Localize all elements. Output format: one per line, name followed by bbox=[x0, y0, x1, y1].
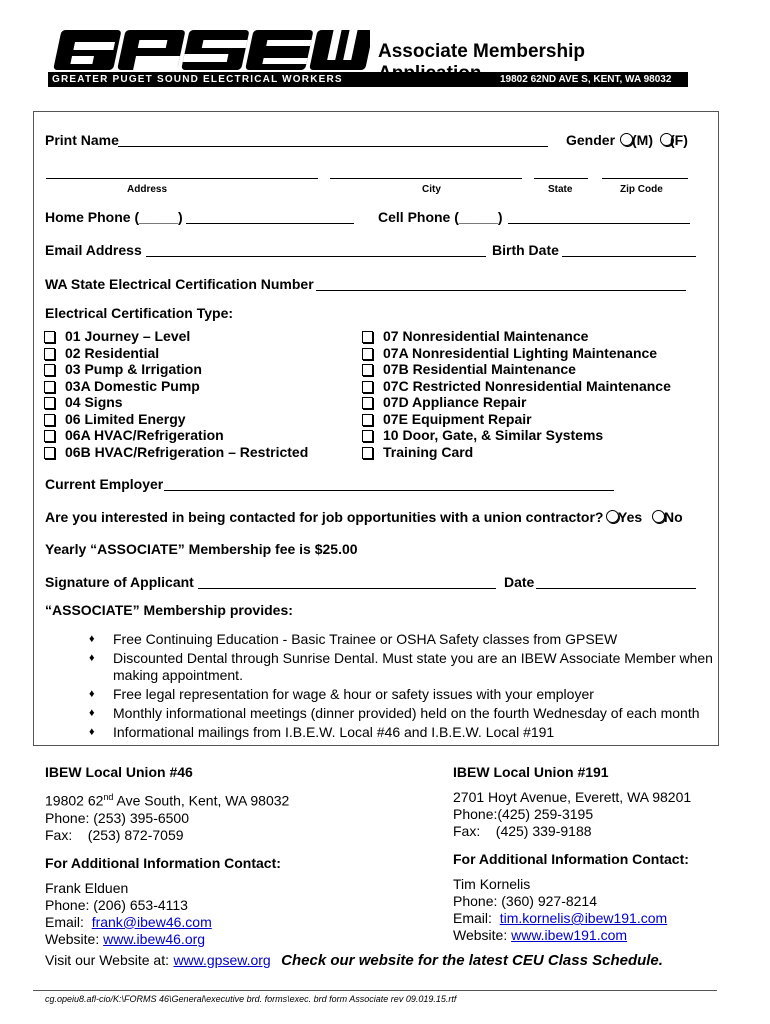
list-item: ♦ Free Continuing Education - Basic Trainee or OSHA Safety classes from GPSEW bbox=[89, 631, 618, 647]
checkbox[interactable] bbox=[362, 430, 373, 442]
local191-email-link[interactable]: tim.kornelis@ibew191.com bbox=[499, 910, 668, 926]
checkbox[interactable] bbox=[44, 331, 55, 343]
checkbox[interactable] bbox=[362, 331, 373, 343]
checkbox[interactable] bbox=[44, 397, 55, 409]
employer-field[interactable] bbox=[164, 490, 614, 491]
cert-option[interactable]: 07C Restricted Nonresidential Maintenance bbox=[362, 378, 671, 395]
file-path: cg.opeiu8.afl-cio/K:\FORMS 46\General\executive brd. forms\exec. brd form Associate rev 09.019.15.rtf bbox=[45, 994, 457, 1004]
cert-option[interactable]: 06B HVAC/Refrigeration – Restricted bbox=[44, 444, 308, 461]
local46-title: IBEW Local Union #46 bbox=[45, 764, 193, 780]
logo-graphic bbox=[48, 28, 370, 72]
union-yes-label: Yes bbox=[618, 509, 643, 525]
checkbox[interactable] bbox=[362, 381, 373, 393]
print-name-label: Print Name bbox=[45, 132, 119, 148]
list-item: ♦ Informational mailings from I.B.E.W. Local #46 and I.B.E.W. Local #191 bbox=[89, 724, 555, 740]
bullet-icon: ♦ bbox=[89, 633, 95, 645]
cert-number-label: WA State Electrical Certification Number bbox=[45, 276, 314, 292]
cell-phone-label: Cell Phone (_____) bbox=[378, 209, 503, 225]
cert-option[interactable]: 06A HVAC/Refrigeration bbox=[44, 427, 308, 444]
visit-row bbox=[45, 952, 663, 970]
local191-contact-title: For Additional Information Contact: bbox=[453, 851, 689, 867]
employer-label: Current Employer bbox=[45, 476, 164, 492]
address-field[interactable] bbox=[46, 178, 318, 179]
local191-address: 2701 Hoyt Avenue, Everett, WA 98201 bbox=[453, 789, 692, 805]
cert-types-left bbox=[44, 328, 308, 460]
local46-fax: Fax: (253) 872-7059 bbox=[45, 826, 184, 843]
local191-contact-name: Tim Kornelis bbox=[453, 876, 531, 892]
cert-option[interactable]: 07D Appliance Repair bbox=[362, 394, 671, 411]
zip-field[interactable] bbox=[602, 178, 688, 179]
cert-option[interactable]: 02 Residential bbox=[44, 345, 308, 362]
checkbox[interactable] bbox=[362, 364, 373, 376]
local46-website-link[interactable]: www.ibew46.org bbox=[103, 930, 206, 947]
address-label: Address bbox=[127, 184, 168, 195]
cert-option[interactable]: Training Card bbox=[362, 444, 671, 461]
cert-option[interactable]: 06 Limited Energy bbox=[44, 411, 308, 428]
local46-website-row: Website: www.ibew46.org bbox=[45, 930, 206, 947]
local46-phone: Phone: (253) 395-6500 bbox=[45, 809, 189, 826]
benefits-list bbox=[45, 631, 715, 743]
logo bbox=[48, 28, 370, 72]
cert-option[interactable]: 07E Equipment Repair bbox=[362, 411, 671, 428]
birth-date-label: Birth Date bbox=[492, 242, 559, 258]
checkbox[interactable] bbox=[362, 397, 373, 409]
list-item: ♦ Monthly informational meetings (dinner provided) held on the fourth Wednesday of each month bbox=[89, 705, 700, 721]
local191-phone: Phone:(425) 259-3195 bbox=[453, 806, 594, 822]
checkbox[interactable] bbox=[44, 348, 55, 360]
checkbox[interactable] bbox=[44, 430, 55, 442]
cell-phone-field[interactable] bbox=[508, 223, 690, 224]
visit-label: Visit our Website at: bbox=[45, 952, 169, 968]
checkbox[interactable] bbox=[44, 381, 55, 393]
local46-address: 19802 62nd Ave South, Kent, WA 98032 bbox=[45, 792, 290, 809]
email-field[interactable] bbox=[146, 256, 486, 257]
cta-text: Check our website for the latest CEU Class Schedule. bbox=[281, 952, 663, 969]
local191-website-row: Website: www.ibew191.com bbox=[453, 927, 628, 943]
bullet-icon: ♦ bbox=[89, 688, 95, 700]
local191-block bbox=[453, 764, 753, 944]
checkbox[interactable] bbox=[44, 414, 55, 426]
local191-fax: Fax: (425) 339-9188 bbox=[453, 823, 592, 839]
print-name-field[interactable] bbox=[118, 146, 548, 147]
checkbox[interactable] bbox=[44, 364, 55, 376]
cert-number-field[interactable] bbox=[316, 290, 686, 291]
date-label: Date bbox=[504, 574, 535, 590]
union-question: Are you interested in being contacted for job opportunities with a union contractor? bbox=[45, 509, 604, 525]
local46-email-row: Email: frank@ibew46.com bbox=[45, 913, 212, 930]
cert-option[interactable]: 07B Residential Maintenance bbox=[362, 361, 671, 378]
local191-email-row: Email: tim.kornelis@ibew191.com bbox=[453, 910, 668, 926]
state-label: State bbox=[548, 184, 573, 195]
cert-option[interactable]: 07A Nonresidential Lighting Maintenance bbox=[362, 345, 671, 362]
fee-text: Yearly “ASSOCIATE” Membership fee is $25.00 bbox=[45, 541, 358, 557]
state-field[interactable] bbox=[534, 178, 588, 179]
checkbox[interactable] bbox=[362, 348, 373, 360]
cert-option[interactable]: 10 Door, Gate, & Similar Systems bbox=[362, 427, 671, 444]
local46-contact-name: Frank Elduen bbox=[45, 879, 129, 896]
zip-label: Zip Code bbox=[620, 184, 663, 195]
date-field[interactable] bbox=[536, 588, 696, 589]
home-phone-label: Home Phone (_____) bbox=[45, 209, 183, 225]
birth-date-field[interactable] bbox=[562, 256, 696, 257]
gender-f-label: (F) bbox=[670, 132, 688, 148]
signature-field[interactable] bbox=[198, 588, 496, 589]
local46-block bbox=[45, 764, 405, 948]
city-field[interactable] bbox=[330, 178, 522, 179]
gpsew-website-link[interactable]: www.gpsew.org bbox=[173, 952, 271, 968]
cert-option[interactable]: 04 Signs bbox=[44, 394, 308, 411]
signature-label: Signature of Applicant bbox=[45, 574, 194, 590]
bullet-icon: ♦ bbox=[89, 707, 95, 719]
footer-divider bbox=[33, 990, 717, 991]
local191-title: IBEW Local Union #191 bbox=[453, 764, 609, 780]
local191-contact-phone: Phone: (360) 927-8214 bbox=[453, 893, 597, 909]
cert-option[interactable]: 07 Nonresidential Maintenance bbox=[362, 328, 671, 345]
cert-types-right bbox=[362, 328, 671, 460]
cert-option[interactable]: 03 Pump & Irrigation bbox=[44, 361, 308, 378]
home-phone-field[interactable] bbox=[186, 223, 354, 224]
provides-label: “ASSOCIATE” Membership provides: bbox=[45, 602, 293, 618]
bullet-icon: ♦ bbox=[89, 726, 95, 738]
local46-email-link[interactable]: frank@ibew46.com bbox=[91, 913, 212, 930]
checkbox[interactable] bbox=[362, 447, 373, 459]
checkbox[interactable] bbox=[362, 414, 373, 426]
checkbox[interactable] bbox=[44, 447, 55, 459]
email-label: Email Address bbox=[45, 242, 142, 258]
cert-type-label: Electrical Certification Type: bbox=[45, 305, 234, 321]
page-title: Associate Membership Application bbox=[378, 41, 585, 84]
list-item: ♦ Discounted Dental through Sunrise Dental. Must state you are an IBEW Associate Member when making appointment. bbox=[89, 650, 713, 683]
gender-label: Gender bbox=[566, 132, 616, 148]
bullet-icon: ♦ bbox=[89, 652, 95, 664]
list-item: ♦ Free legal representation for wage & hour or safety issues with your employer bbox=[89, 686, 594, 702]
cert-option[interactable]: 01 Journey – Level bbox=[44, 328, 308, 345]
local46-contact-title: For Additional Information Contact: bbox=[45, 854, 281, 871]
union-no-label: No bbox=[664, 509, 683, 525]
header-address: 19802 62ND AVE S, KENT, WA 98032 bbox=[500, 74, 672, 85]
logo-subtitle: GREATER PUGET SOUND ELECTRICAL WORKERS bbox=[52, 74, 343, 85]
city-label: City bbox=[422, 184, 441, 195]
cert-option[interactable]: 03A Domestic Pump bbox=[44, 378, 308, 395]
header bbox=[48, 28, 688, 88]
local46-contact-phone: Phone: (206) 653-4113 bbox=[45, 896, 188, 913]
gender-m-label: (M) bbox=[632, 132, 653, 148]
local191-website-link[interactable]: www.ibew191.com bbox=[511, 927, 628, 943]
